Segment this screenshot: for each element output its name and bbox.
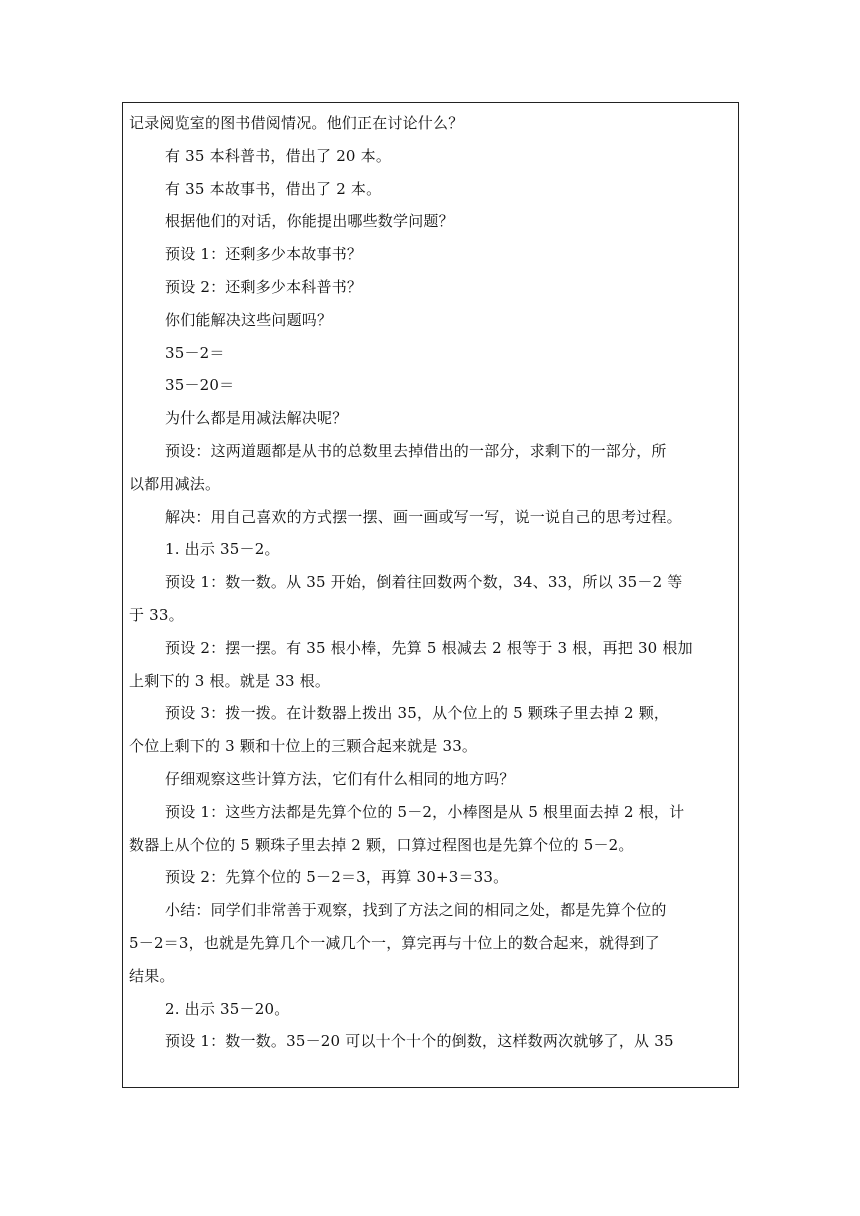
text-line-10: 为什么都是用减法解决呢？ [165,409,348,428]
table-cell [122,102,739,1088]
text-line-7: 你们能解决这些问题吗？ [165,310,333,329]
text-line-15: 预设 1：数一数。从 35 开始，倒着往回数两个数，34、33，所以 35－2 等 [165,573,683,592]
text-line-28: 2. 出示 35－20。 [165,999,290,1018]
text-line-14: 1. 出示 35－2。 [165,540,280,559]
text-line-6: 预设 2：还剩多少本科普书？ [165,277,363,296]
text-line-22: 预设 1：这些方法都是先算个位的 5－2，小棒图是从 5 根里面去掉 2 根，计 [165,802,685,821]
text-line-8: 35－2＝ [165,343,225,362]
text-line-20: 个位上剩下的 3 颗和十位上的三颗合起来就是 33。 [129,737,478,756]
text-line-12: 以都用减法。 [129,474,221,493]
text-line-25: 小结：同学们非常善于观察，找到了方法之间的相同之处，都是先算个位的 [165,901,667,920]
text-line-16: 于 33。 [129,605,184,624]
text-line-24: 预设 2：先算个位的 5－2＝3，再算 30+3＝33。 [165,868,509,887]
text-line-18: 上剩下的 3 根。就是 33 根。 [129,671,331,690]
text-line-4: 根据他们的对话，你能提出哪些数学问题？ [165,212,454,231]
text-line-27: 结果。 [129,966,175,985]
text-line-29: 预设 1：数一数。35－20 可以十个十个的倒数，这样数两次就够了，从 35 [165,1032,674,1051]
text-line-11: 预设：这两道题都是从书的总数里去掉借出的一部分，求剩下的一部分，所 [165,441,667,460]
text-line-13: 解决：用自己喜欢的方式摆一摆、画一画或写一写，说一说自己的思考过程。 [165,507,682,526]
text-line-1: 记录阅览室的图书借阅情况。他们正在讨论什么？ [129,114,464,132]
text-line-3: 有 35 本故事书，借出了 2 本。 [165,179,382,198]
text-line-5: 预设 1：还剩多少本故事书？ [165,245,363,264]
text-line-17: 预设 2：摆一摆。有 35 根小棒，先算 5 根减去 2 根等于 3 根，再把 30 根加 [165,638,693,657]
text-line-26: 5－2＝3，也就是先算几个一减几个一，算完再与十位上的数合起来，就得到了 [129,933,660,952]
text-line-2: 有 35 本科普书，借出了 20 本。 [165,146,392,165]
text-line-19: 预设 3：拨一拨。在计数器上拨出 35，从个位上的 5 颗珠子里去掉 2 颗， [165,704,670,723]
cell-content [129,107,729,1058]
text-line-23: 数器上从个位的 5 颗珠子里去掉 2 颗，口算过程图也是先算个位的 5－2。 [129,835,634,854]
text-line-9: 35－20＝ [165,376,235,395]
text-line-21: 仔细观察这些计算方法，它们有什么相同的地方吗？ [165,769,515,788]
